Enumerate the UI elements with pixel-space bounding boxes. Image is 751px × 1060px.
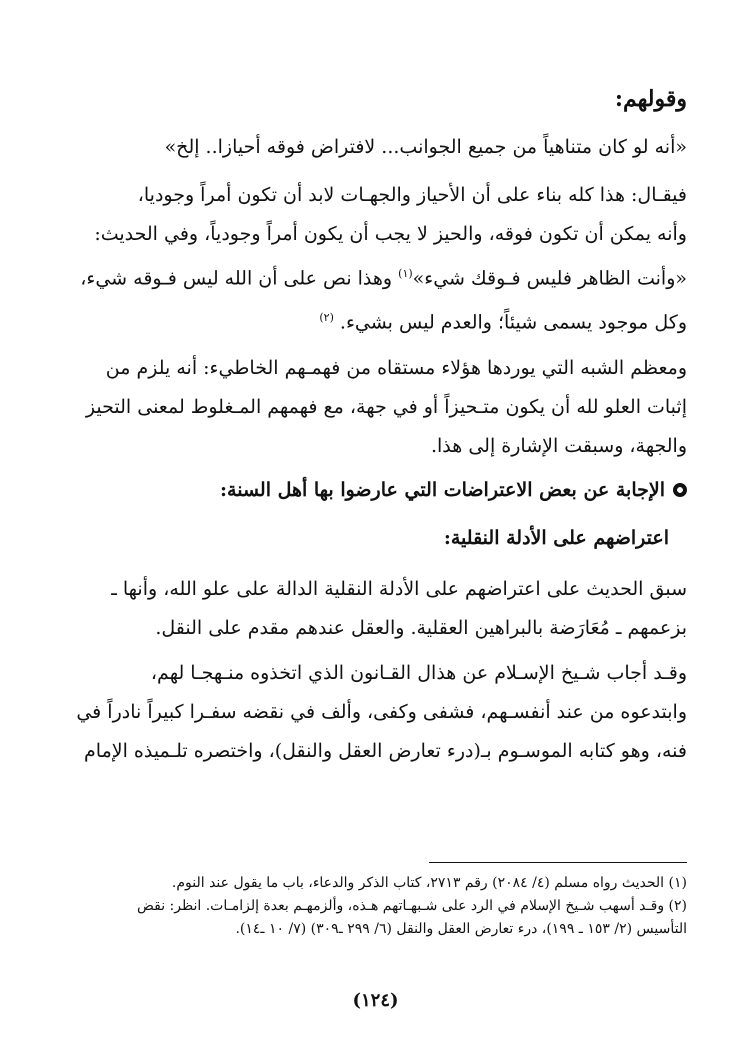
section-title (64, 472, 687, 508)
quote: «أنه لو كان متناهياً من جميع الجوانب... لافتراض فوقه أحيازا.. إلخ» (164, 136, 687, 158)
paragraph-2 (64, 349, 687, 466)
paragraph-line: فيقـال: هذا كله بناء على أن الأحياز والجهـات لابد أن تكون أمراً وجوديا، (137, 184, 687, 206)
paragraph-line: وأنه يمكن أن تكون فوقه، والحيز لا يجب أن يكون أمراً وجودياً، وفي الحديث: (94, 223, 687, 245)
flower-bullet-icon (673, 483, 687, 497)
footnote-ref-2[interactable]: (٢) (319, 311, 334, 325)
heading: وقولهم: (614, 86, 687, 112)
hadith-quote: «وأنت الظاهر فليس فـوقك شيء» (412, 267, 687, 290)
footnote-divider (429, 862, 687, 863)
paragraph-line: فنه، وهو كتابه الموسـوم بـ(درء تعارض العقل والنقل)، واختصره تلـميذه الإمام (84, 739, 687, 762)
footnote-ref-1[interactable]: (١) (398, 267, 413, 280)
footnotes (64, 872, 687, 941)
paragraph-1 (64, 176, 687, 343)
paragraph-line-tail: وهذا نص على أن الله ليس فـوقه شيء، (80, 267, 399, 290)
paragraph-4 (64, 654, 687, 771)
section-title-text: الإجابة عن بعض الاعتراضات التي عارضوا بها أهل السنة: (220, 478, 665, 501)
paragraph-line: وابتدعوه من عند أنفسـهم، فشفى وكفى، وألف في نقضه سفـرا كبيراً نادراً في (76, 700, 687, 723)
paragraph-line-text: وكل موجود يسمى شيئاً؛ والعدم ليس بشيء. (339, 311, 687, 334)
sub-title: اعتراضهم على الأدلة النقلية: (443, 526, 669, 549)
paragraph-line: وقـد أجاب شـيخ الإسـلام عن هذال القـانون الذي اتخذوه منـهجـا لهم، (150, 661, 687, 684)
page-number: (١٢٤) (352, 990, 399, 1011)
paragraph-line: بزعمهم ـ مُعَارَضة بالبراهين العقلية. والعقل عندهم مقدم على النقل. (155, 616, 687, 639)
paragraph-line (64, 254, 687, 298)
footnote-1: (١) الحديث رواه مسلم (٤/ ٢٠٨٤) رقم ٢٧١٣، كتاب الذكر والدعاء، باب ما يقول عند النوم. (171, 875, 687, 891)
paragraph-line: والجهة، وسبقت الإشارة إلى هذا. (430, 434, 687, 457)
paragraph-line: سبق الحديث على اعتراضهم على الأدلة النقلية الدالة على علو الله، وأنها ـ (111, 577, 687, 600)
paragraph-line (64, 298, 687, 342)
footnote-2-continued: التأسيس (٢/ ١٥٣ ـ ١٩٩)، درء تعارض العقل والنقل (٦/ ٢٩٩ ـ٣٠٩) (٧/ ١٠ ـ١٤). (235, 921, 687, 937)
paragraph-line: إثبات العلو لله أن يكون متـحيزاً أو في جهة، مع فهمهم المـغلوط لمعنى التحيز (85, 395, 687, 418)
paragraph-3 (64, 570, 687, 648)
paragraph-line: ومعظم الشبه التي يوردها هؤلاء مستقاه من فهمـهم الخاطيء: أنه يلزم من (105, 356, 687, 379)
footnote-2: (٢) وقـد أسهب شـيخ الإسلام في الرد على شـبهـاتهم هـذه، وألزمهـم بعدة إلزامـات. انظر: نقض (136, 898, 687, 914)
